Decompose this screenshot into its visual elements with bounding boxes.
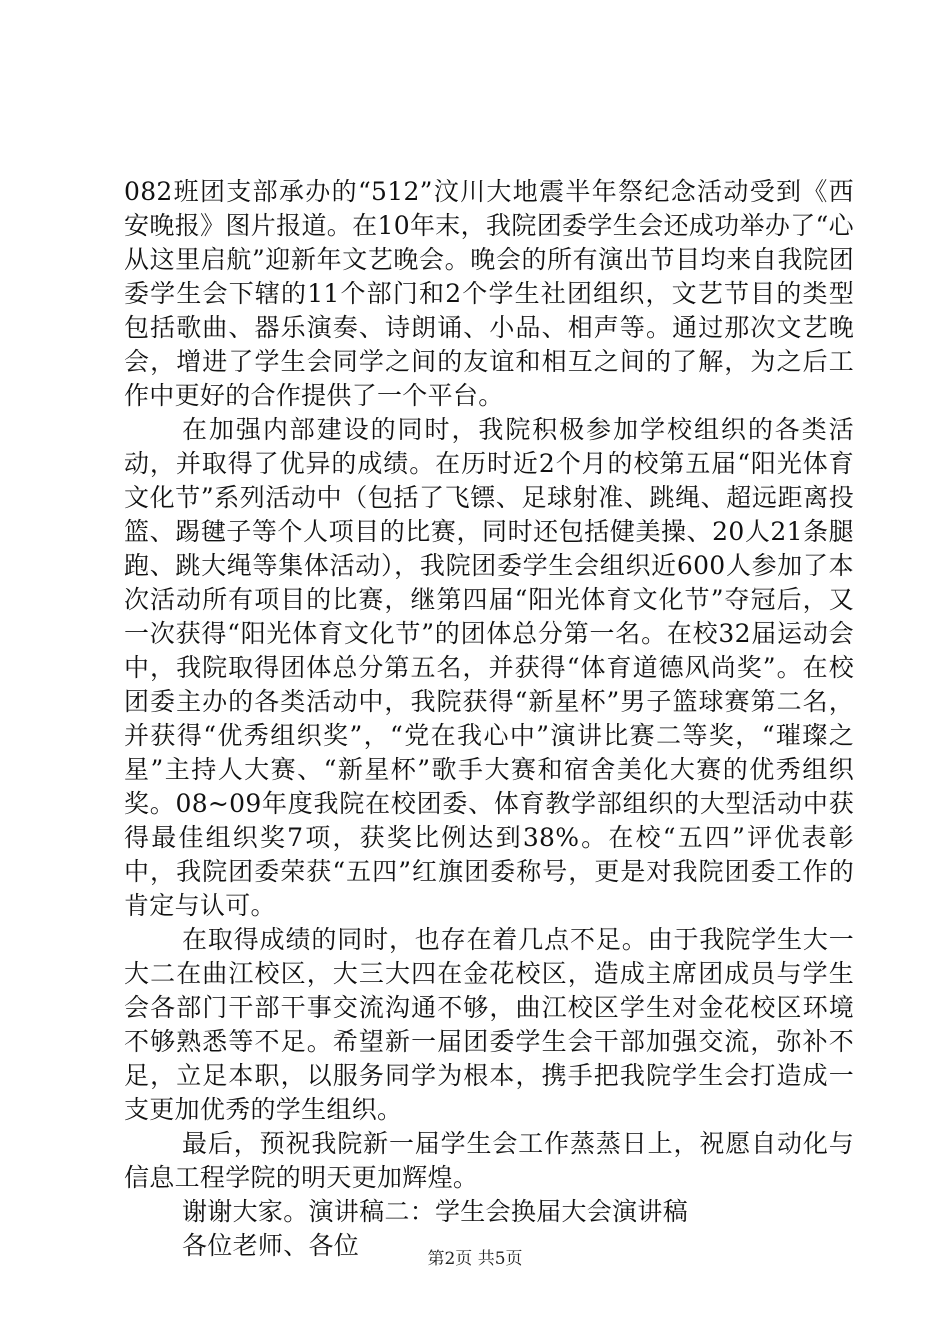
- page-number-footer: 第2页 共5页: [427, 1249, 523, 1269]
- document-body: [124, 175, 854, 1263]
- paragraph-5: 谢谢大家。演讲稿二：学生会换届大会演讲稿: [182, 1197, 689, 1226]
- paragraph-1: 082班团支部承办的“512”汶川大地震半年祭纪念活动受到《西安晚报》图片报道。在10年末，我院团委学生会还成功举办了“心从这里启航”迎新年文艺晚会。晚会的所有演出节目均来自我院团委学生会下辖的11个部门和2个学生社团组织，文艺节目的类型包括歌曲、器乐演奏、诗朗诵、小品、相声等。通过那次文艺晚会，增进了学生会同学之间的友谊和相互之间的了解，为之后工作中更好的合作提供了一个平台。: [124, 177, 854, 410]
- paragraph-2: 在加强内部建设的同时，我院积极参加学校组织的各类活动，并取得了优异的成绩。在历时近2个月的校第五届“阳光体育文化节”系列活动中（包括了飞镖、足球射准、跳绳、超远距离投篮、踢毽子等个人项目的比赛，同时还包括健美操、20人21条腿跑、跳大绳等集体活动），我院团委学生会组织近600人参加了本次活动所有项目的比赛，继第四届“阳光体育文化节”夺冠后，又一次获得“阳光体育文化节”的团体总分第一名。在校32届运动会中，我院取得团体总分第五名，并获得“体育道德风尚奖”。在校团委主办的各类活动中，我院获得“新星杯”男子篮球赛第二名，并获得“优秀组织奖”，“党在我心中”演讲比赛二等奖，“璀璨之星”主持人大赛、“新星杯”歌手大赛和宿舍美化大赛的优秀组织奖。08~09年度我院在校团委、体育教学部组织的大型活动中获得最佳组织奖7项，获奖比例达到38%。在校“五四”评优表彰中，我院团委荣获“五四”红旗团委称号，更是对我院团委工作的肯定与认可。: [124, 415, 854, 920]
- paragraph-6: 各位老师、各位: [182, 1231, 360, 1260]
- paragraph-3: 在取得成绩的同时，也存在着几点不足。由于我院学生大一大二在曲江校区，大三大四在金花校区，造成主席团成员与学生会各部门干部干事交流沟通不够，曲江校区学生对金花校区环境不够熟悉等不足。希望新一届团委学生会干部加强交流，弥补不足，立足本职，以服务同学为根本，携手把我院学生会打造成一支更加优秀的学生组织。: [124, 925, 854, 1124]
- paragraph-4: 最后，预祝我院新一届学生会工作蒸蒸日上，祝愿自动化与信息工程学院的明天更加辉煌。: [124, 1129, 854, 1192]
